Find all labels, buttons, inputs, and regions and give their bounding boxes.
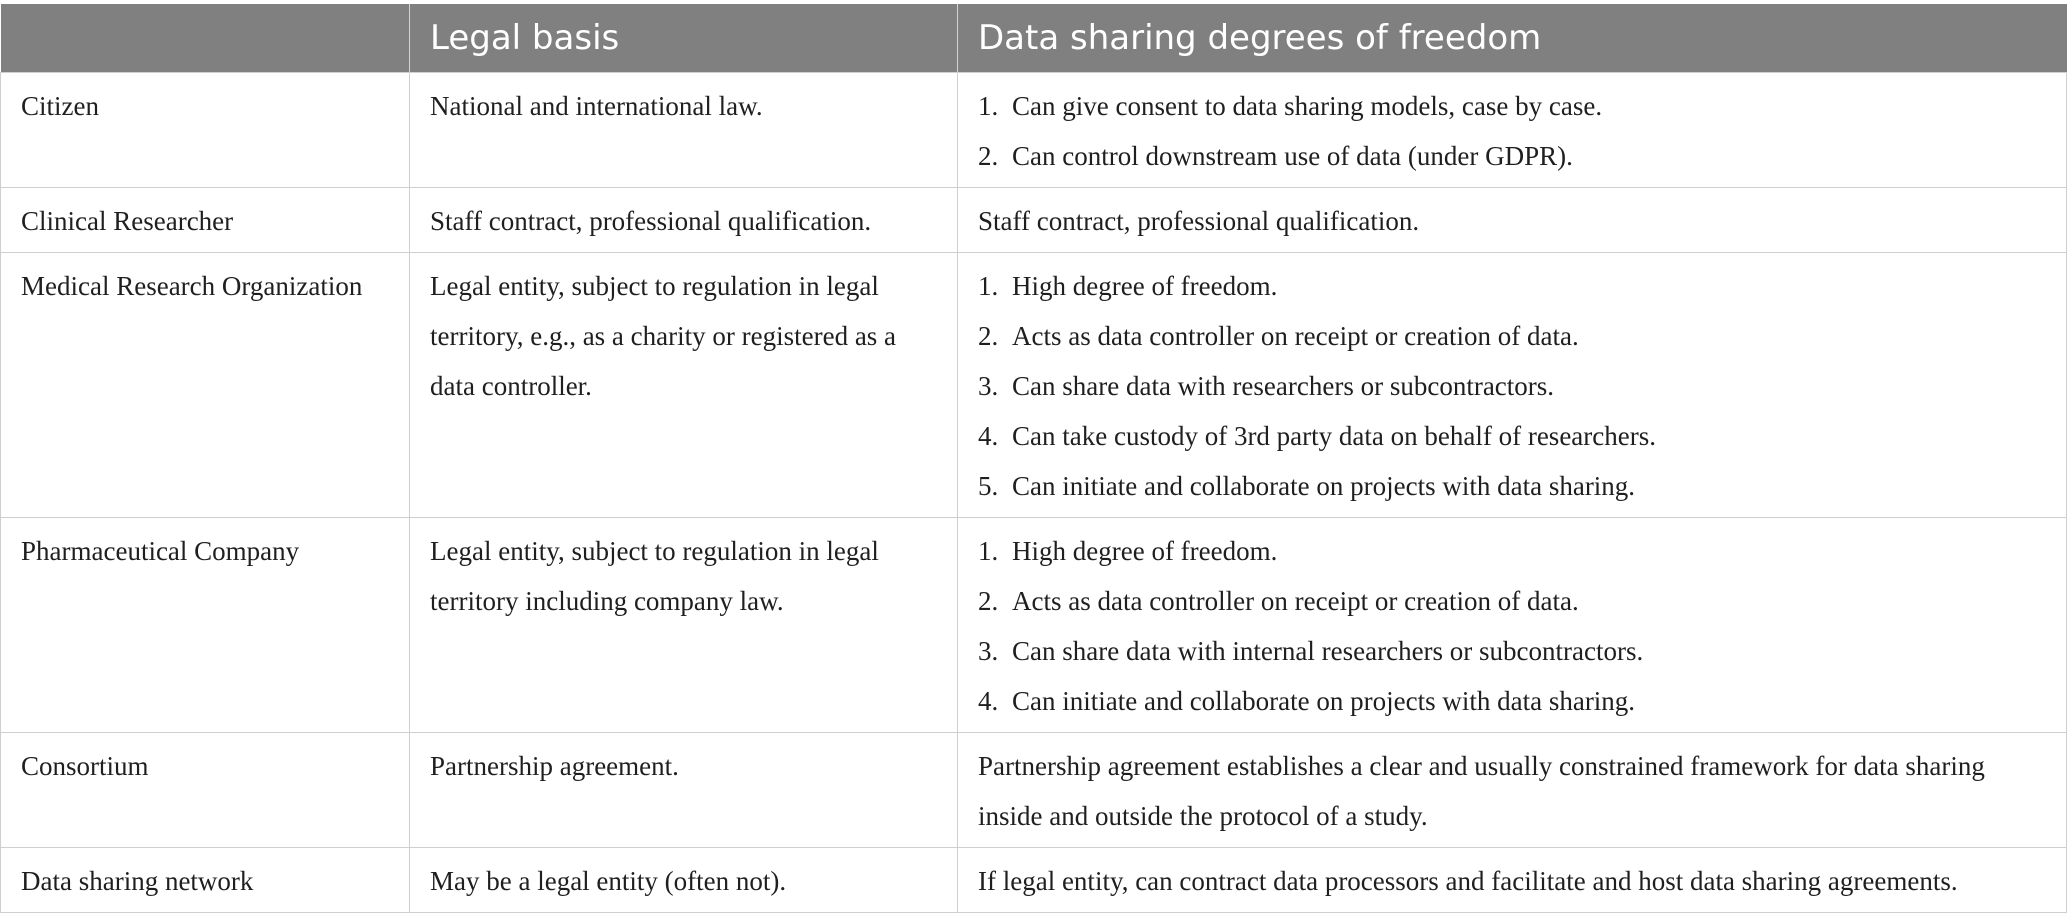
list-item: 2. Acts as data controller on receipt or creation of data. bbox=[978, 311, 2046, 361]
list-item: 3. Can share data with researchers or subcontractors. bbox=[978, 361, 2046, 411]
legal-basis-cell: Legal entity, subject to regulation in legal territory including company law. bbox=[410, 518, 958, 733]
legal-basis-cell: Legal entity, subject to regulation in legal territory, e.g., as a charity or registered as a data controller. bbox=[410, 253, 958, 518]
list-item: 4. Can take custody of 3rd party data on behalf of researchers. bbox=[978, 411, 2046, 461]
entity-cell: Medical Research Organization bbox=[1, 253, 410, 518]
legal-basis-cell: Partnership agreement. bbox=[410, 733, 958, 848]
legal-basis-cell: Staff contract, professional qualification. bbox=[410, 188, 958, 253]
header-freedom: Data sharing degrees of freedom bbox=[958, 4, 2067, 73]
header-row bbox=[1, 4, 2067, 73]
table-row bbox=[1, 848, 2067, 913]
freedom-cell: If legal entity, can contract data processors and facilitate and host data sharing agreements. bbox=[958, 848, 2067, 913]
list-item-text: High degree of freedom. bbox=[1012, 536, 1278, 566]
list-item: 1. High degree of freedom. bbox=[978, 261, 2046, 311]
list-item-text: High degree of freedom. bbox=[1012, 271, 1278, 301]
list-item-text: Acts as data controller on receipt or creation of data. bbox=[1012, 321, 1579, 351]
list-item-text: Can share data with internal researchers or subcontractors. bbox=[1012, 636, 1644, 666]
table-body bbox=[1, 73, 2067, 913]
list-item-text: Acts as data controller on receipt or creation of data. bbox=[1012, 586, 1579, 616]
freedom-cell bbox=[958, 73, 2067, 188]
entity-cell: Clinical Researcher bbox=[1, 188, 410, 253]
table-row bbox=[1, 253, 2067, 518]
legal-basis-cell: National and international law. bbox=[410, 73, 958, 188]
list-item-text: Can give consent to data sharing models, case by case. bbox=[1012, 91, 1603, 121]
header-legal-basis: Legal basis bbox=[410, 4, 958, 73]
freedom-list bbox=[978, 526, 2046, 726]
list-item: 1. High degree of freedom. bbox=[978, 526, 2046, 576]
entity-cell: Data sharing network bbox=[1, 848, 410, 913]
entity-cell: Pharmaceutical Company bbox=[1, 518, 410, 733]
list-item: 3. Can share data with internal researchers or subcontractors. bbox=[978, 626, 2046, 676]
list-item: 4. Can initiate and collaborate on projects with data sharing. bbox=[978, 676, 2046, 726]
freedom-cell bbox=[958, 253, 2067, 518]
table-row bbox=[1, 73, 2067, 188]
list-item-text: Can control downstream use of data (under GDPR). bbox=[1012, 141, 1573, 171]
freedom-list bbox=[978, 261, 2046, 511]
table-header bbox=[1, 4, 2067, 73]
freedom-cell: Partnership agreement establishes a clear and usually constrained framework for data sharing inside and outside the protocol of a study. bbox=[958, 733, 2067, 848]
freedom-cell: Staff contract, professional qualification. bbox=[958, 188, 2067, 253]
list-item: 2. Can control downstream use of data (under GDPR). bbox=[978, 131, 2046, 181]
list-item-text: Can initiate and collaborate on projects with data sharing. bbox=[1012, 471, 1636, 501]
legal-basis-cell: May be a legal entity (often not). bbox=[410, 848, 958, 913]
entity-cell: Citizen bbox=[1, 73, 410, 188]
list-item-text: Can initiate and collaborate on projects with data sharing. bbox=[1012, 686, 1636, 716]
table-row bbox=[1, 518, 2067, 733]
list-item: 5. Can initiate and collaborate on projects with data sharing. bbox=[978, 461, 2046, 511]
freedom-list bbox=[978, 81, 2046, 181]
list-item-text: Can share data with researchers or subcontractors. bbox=[1012, 371, 1555, 401]
data-sharing-table bbox=[0, 4, 2067, 913]
list-item-text: Can take custody of 3rd party data on behalf of researchers. bbox=[1012, 421, 1656, 451]
header-entity bbox=[1, 4, 410, 73]
freedom-cell bbox=[958, 518, 2067, 733]
table-row bbox=[1, 733, 2067, 848]
list-item: 1. Can give consent to data sharing models, case by case. bbox=[978, 81, 2046, 131]
list-item: 2. Acts as data controller on receipt or creation of data. bbox=[978, 576, 2046, 626]
entity-cell: Consortium bbox=[1, 733, 410, 848]
table-row bbox=[1, 188, 2067, 253]
